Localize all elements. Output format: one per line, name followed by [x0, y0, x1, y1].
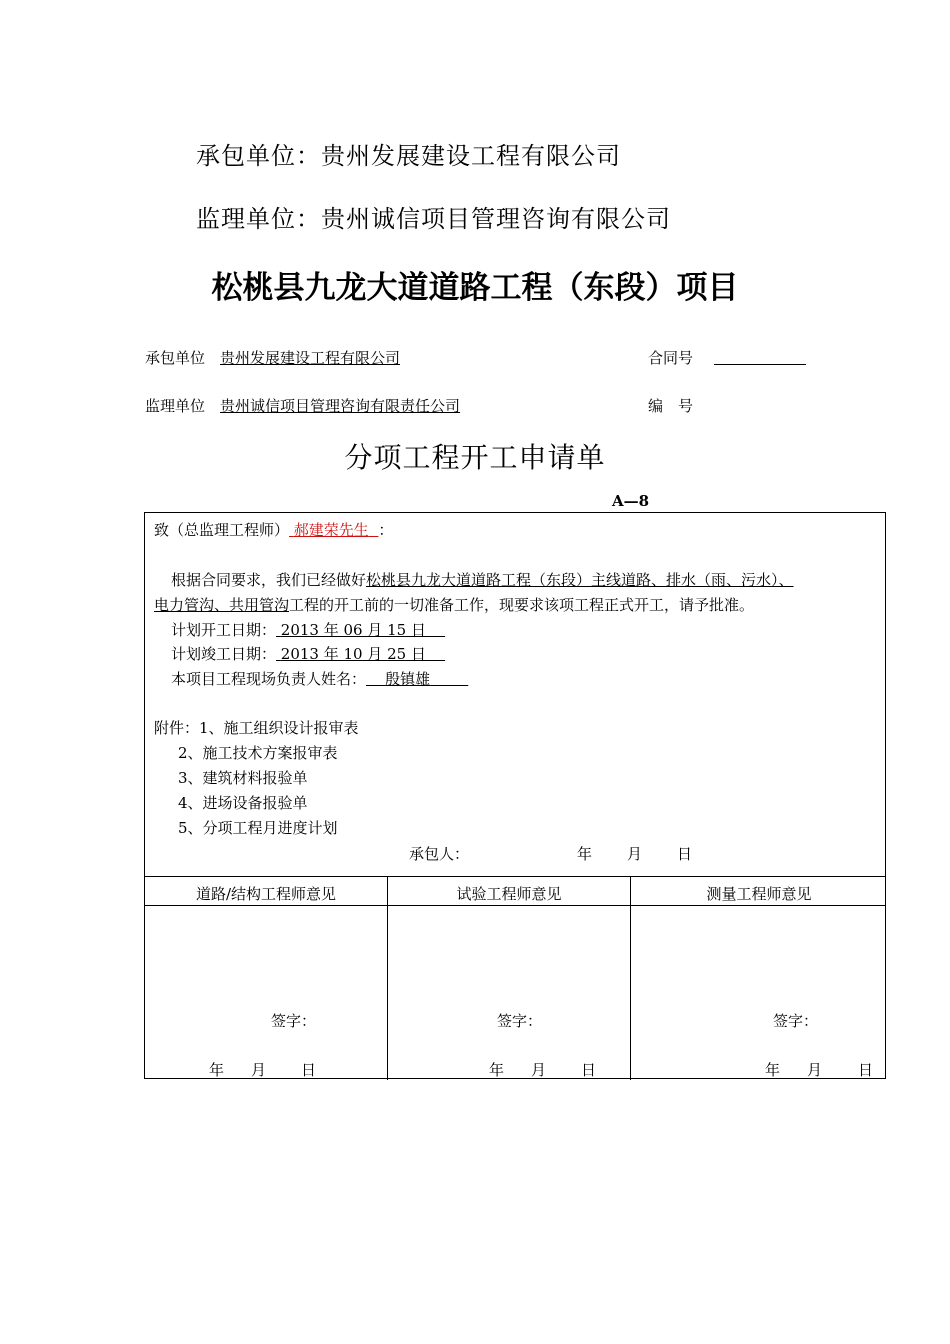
site-manager: 本项目工程现场负责人姓名： 殷镇雄 — [171, 668, 468, 689]
attachment-item: 1、施工组织设计报审表 — [199, 719, 359, 737]
date-day-label: 日 — [858, 1061, 874, 1079]
contractor-sign-label: 承包人： — [409, 845, 470, 863]
body-line-2: 电力管沟、共用管沟工程的开工前的一切准备工作，现要求该项工程正式开工，请予批准。 — [154, 596, 755, 614]
cover-supervisor-line: 监理单位：贵州诚信项目管理咨询有限公司 — [196, 205, 671, 233]
addressee-prefix: 致（总监理工程师） — [154, 521, 290, 539]
work-scope-1: 松桃县九龙大道道路工程（东段）主线道路、排水（雨、污水）、 — [366, 571, 794, 589]
cover-contractor-line: 承包单位：贵州发展建设工程有限公司 — [196, 142, 621, 170]
sign-label-structure: 签字： — [271, 1012, 317, 1030]
planned-end-value: 2013 年 10 月 25 日 — [280, 645, 426, 663]
meta-contractor-value: 贵州发展建设工程有限公司 — [220, 349, 401, 367]
date-month-label: 月 — [531, 1061, 547, 1079]
date-month-label: 月 — [251, 1061, 267, 1079]
row-divider-top — [145, 876, 885, 877]
contract-no-blank — [714, 364, 806, 365]
planned-start-value: 2013 年 06 月 15 日 — [280, 621, 426, 639]
row-divider-header — [145, 905, 885, 906]
attachment-item: 5、分项工程月进度计划 — [178, 819, 338, 837]
sign-label-testing: 签字： — [497, 1012, 543, 1030]
meta-number-label: 编 号 — [648, 397, 694, 415]
attachment-item: 2、施工技术方案报审表 — [178, 744, 338, 762]
date-year-label: 年 — [489, 1061, 505, 1079]
date-day-label: 日 — [301, 1061, 317, 1079]
date-day-label: 日 — [677, 845, 693, 863]
opinion-heading-testing: 试验工程师意见 — [456, 885, 562, 903]
project-title: 松桃县九龙大道道路工程（东段）项目 — [211, 270, 739, 306]
planned-start: 计划开工日期： 2013 年 06 月 15 日 — [171, 619, 445, 640]
form-code: A—8 — [612, 492, 650, 510]
column-divider-1 — [387, 876, 388, 1080]
column-divider-2 — [630, 876, 631, 1080]
meta-supervisor-value: 贵州诚信项目管理咨询有限责任公司 — [220, 397, 461, 415]
meta-contractor-label: 承包单位 — [145, 349, 206, 367]
body-line-1: 根据合同要求，我们已经做好松桃县九龙大道道路工程（东段）主线道路、排水（雨、污水）、 — [171, 571, 794, 589]
work-scope-2: 电力管沟、共用管沟 — [154, 596, 290, 614]
addressee-name: 郝建荣先生 — [293, 521, 369, 539]
date-day-label: 日 — [581, 1061, 597, 1079]
form-title: 分项工程开工申请单 — [344, 441, 606, 474]
meta-supervisor-label: 监理单位 — [145, 397, 206, 415]
opinion-heading-survey: 测量工程师意见 — [706, 885, 812, 903]
application-form — [144, 512, 886, 1079]
addressee-line — [154, 519, 393, 540]
addressee-suffix: ： — [378, 521, 394, 539]
date-month-label: 月 — [627, 845, 643, 863]
sign-label-survey: 签字： — [773, 1012, 819, 1030]
date-year-label: 年 — [577, 845, 593, 863]
attachments-label: 附件： — [154, 719, 200, 737]
attachment-item: 4、进场设备报验单 — [178, 794, 308, 812]
attachment-item: 3、建筑材料报验单 — [178, 769, 308, 787]
opinion-heading-structure: 道路/结构工程师意见 — [195, 885, 337, 903]
site-manager-value: 殷镇雄 — [385, 670, 431, 688]
planned-end: 计划竣工日期： 2013 年 10 月 25 日 — [171, 643, 445, 664]
date-month-label: 月 — [807, 1061, 823, 1079]
date-year-label: 年 — [765, 1061, 781, 1079]
date-year-label: 年 — [209, 1061, 225, 1079]
attachments-line-1 — [154, 717, 359, 738]
meta-contract-no-label: 合同号 — [648, 349, 694, 367]
